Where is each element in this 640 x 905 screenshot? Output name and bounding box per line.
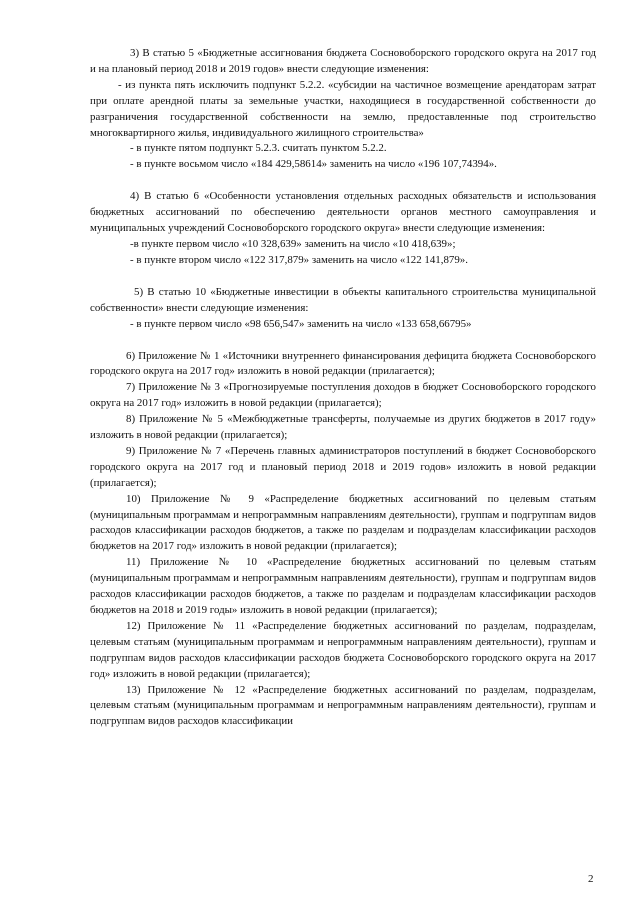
- page-number: 2: [588, 873, 594, 885]
- paragraph-article-10: 5) В статью 10 «Бюджетные инвестиции в объекты капитального строительства муниципальной собственности» внести следующие изменения:: [90, 285, 596, 314]
- paragraph-article-5: 3) В статью 5 «Бюджетные ассигнования бюджета Сосновоборского городского округа на 2017 год и на плановый период 2018 и 2019 годов» внести следующие изменения:: [90, 47, 596, 75]
- paragraph-exclude-5-2-2: - из пункта пять исключить подпункт 5.2.2. «субсидии на частичное возмещение арендаторам затрат при оплате арендной платы за земельные участки, находящиеся в государственной собственности до разграничения государственной собственности на землю, предоставленные под строительство многоквартирного жилья, индивидуального жилищного строительства»: [90, 78, 596, 139]
- paragraph-article-6-point-1: -в пункте первом число «10 328,639» заменить на число «10 418,639»;: [130, 237, 456, 250]
- paragraph-article-6-point-2: - в пункте втором число «122 317,879» заменить на число «122 141,879».: [130, 253, 468, 266]
- paragraph-article-6: 4) В статью 6 «Особенности установления отдельных расходных обязательств и использования бюджетных ассигнований по обеспечению деятельности органов местного самоуправления и муниципальных учреждений Сосновоборского городского округа» внести следующие изменения:: [90, 190, 596, 235]
- paragraph-appendix-7: 9) Приложение № 7 «Перечень главных администраторов поступлений в бюджет Сосновоборского городского округа на 2017 год и плановый период 2018 и 2019 годов» изложить в новой редакции (прилагается);: [90, 444, 596, 489]
- paragraph-5-2-3: - в пункте пятом подпункт 5.2.3. считать пунктом 5.2.2.: [130, 142, 387, 155]
- paragraph-article-10-point-1: - в пункте первом число «98 656,547» заменить на число «133 658,66795»: [130, 317, 472, 330]
- paragraph-appendix-10: 11) Приложение № 10 «Распределение бюджетных ассигнований по целевым статьям (муниципальным программам и непрограммным направлениям деятельности), группам и подгруппам видов расходов классификации расходов бюджетов, а также по разделам и подразделам классификации расходов бюджетов на 2018 и 2019 годы» изложить в новой редакции (прилагается);: [90, 556, 596, 616]
- document-body: [90, 46, 596, 730]
- paragraph-appendix-5: 8) Приложение № 5 «Межбюджетные трансферты, получаемые из других бюджетов в 2017 году» изложить в новой редакции (прилагается);: [90, 413, 596, 442]
- paragraph-appendix-3: 7) Приложение № 3 «Прогнозируемые поступления доходов в бюджет Сосновоборского городского округа на 2017 год» изложить в новой редакции (прилагается);: [90, 381, 596, 410]
- paragraph-point-8: - в пункте восьмом число «184 429,58614» заменить на число «196 107,74394».: [130, 158, 497, 171]
- paragraph-appendix-11: 12) Приложение № 11 «Распределение бюджетных ассигнований по разделам, подразделам, целевым статьям (муниципальным программам и непрограммным направлениям деятельности), группам и подгруппам видов расходов классификации расходов бюджета Сосновоборского городского округа на 2017 год» изложить в новой редакции (прилагается);: [90, 619, 596, 680]
- paragraph-appendix-1: 6) Приложение № 1 «Источники внутреннего финансирования дефицита бюджета Сосновоборского городского округа на 2017 год» изложить в новой редакции (прилагается);: [90, 349, 596, 378]
- paragraph-appendix-9: 10) Приложение № 9 «Распределение бюджетных ассигнований по целевым статьям (муниципальным программам и непрограммным направлениям деятельности), группам и подгруппам видов расходов классификации расходов бюджетов, а также по разделам и подразделам классификации расходов бюджетов на 2017 год» изложить в новой редакции (прилагается);: [90, 492, 596, 553]
- paragraph-appendix-12: 13) Приложение № 12 «Распределение бюджетных ассигнований по разделам, подразделам, целевым статьям (муниципальным программам и непрограммным направлениям деятельности), группам и подгруппам видов расходов классификации: [90, 683, 596, 728]
